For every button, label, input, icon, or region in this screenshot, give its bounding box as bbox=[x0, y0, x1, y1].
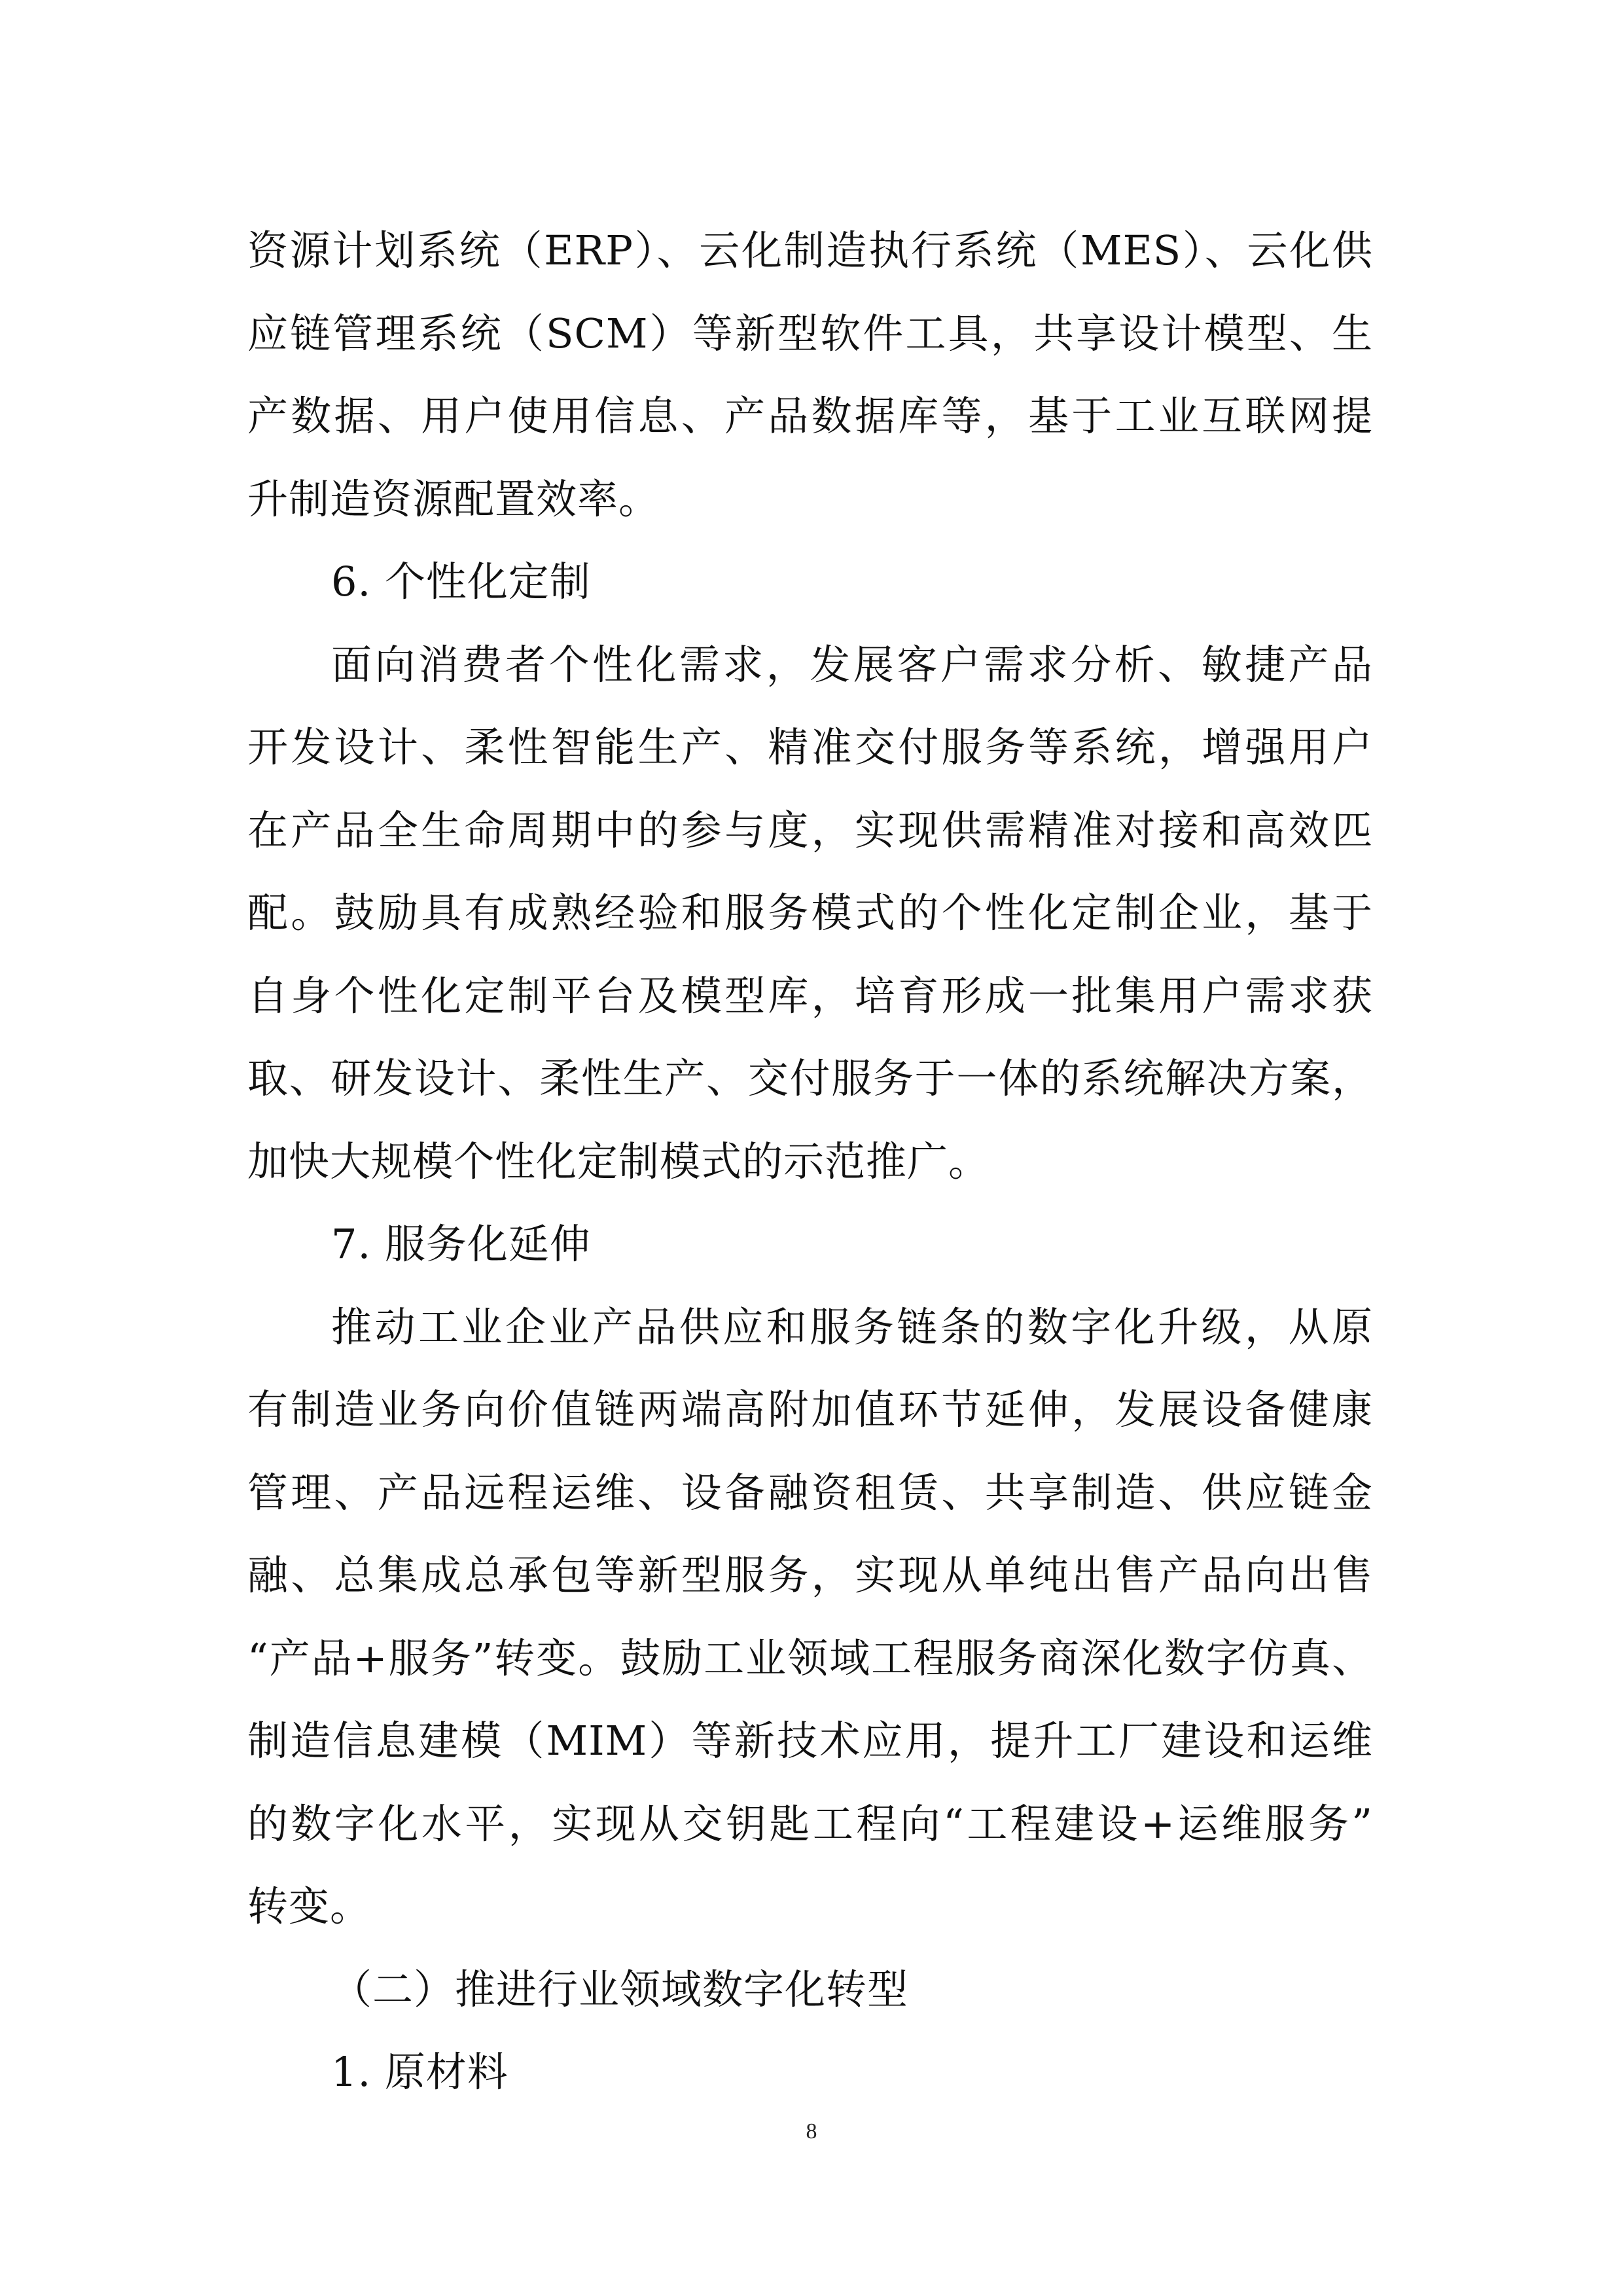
text-line: 管理、产品远程运维、设备融资租赁、共享制造、供应链金 bbox=[247, 1468, 1373, 1516]
text-line: 产数据、用户使用信息、产品数据库等，基于工业互联网提 bbox=[247, 392, 1373, 440]
text-line: 在产品全生命周期中的参与度，实现供需精准对接和高效匹 bbox=[247, 806, 1373, 854]
paragraph-personalized-customization bbox=[247, 624, 1373, 1204]
text-line: 开发设计、柔性智能生产、精准交付服务等系统，增强用户 bbox=[247, 723, 1373, 771]
text-line: 应链管理系统（SCM）等新型软件工具，共享设计模型、生 bbox=[247, 309, 1373, 357]
section-heading-service-extension: 7. 服务化延伸 bbox=[331, 1220, 591, 1268]
text-line: 自身个性化定制平台及模型库，培育形成一批集用户需求获 bbox=[247, 971, 1373, 1020]
text-line: 升制造资源配置效率。 bbox=[247, 475, 660, 523]
text-line: 面向消费者个性化需求，发展客户需求分析、敏捷产品 bbox=[331, 640, 1373, 689]
document-page bbox=[247, 209, 1373, 2114]
section-heading-raw-materials: 1. 原材料 bbox=[331, 2048, 508, 2096]
paragraph-service-extension bbox=[247, 1286, 1373, 1948]
text-line: 有制造业务向价值链两端高附加值环节延伸，发展设备健康 bbox=[247, 1386, 1373, 1433]
text-line: 取、研发设计、柔性生产、交付服务于一体的系统解决方案， bbox=[247, 1054, 1373, 1102]
text-line: 配。鼓励具有成熟经验和服务模式的个性化定制企业，基于 bbox=[247, 889, 1373, 937]
text-line: 加快大规模个性化定制模式的示范推广。 bbox=[247, 1137, 990, 1185]
paragraph-cloud-software bbox=[247, 209, 1373, 541]
section-heading-industry-transformation: （二）推进行业领域数字化转型 bbox=[331, 1965, 909, 2013]
text-line: 转变。 bbox=[247, 1882, 372, 1930]
section-heading-personalized-customization: 6. 个性化定制 bbox=[331, 558, 591, 605]
text-line: 推动工业企业产品供应和服务链条的数字化升级，从原 bbox=[331, 1302, 1373, 1351]
text-line: 资源计划系统（ERP）、云化制造执行系统（MES）、云化供 bbox=[247, 226, 1373, 274]
text-line: 的数字化水平，实现从交钥匙工程向“工程建设+运维服务” bbox=[247, 1799, 1373, 1848]
text-line: 制造信息建模（MIM）等新技术应用，提升工厂建设和运维 bbox=[247, 1717, 1373, 1765]
text-line: 融、总集成总承包等新型服务，实现从单纯出售产品向出售 bbox=[247, 1551, 1373, 1599]
text-line: “产品+服务”转变。鼓励工业领域工程服务商深化数字仿真、 bbox=[247, 1634, 1373, 1682]
page-number: 8 bbox=[806, 2119, 817, 2144]
